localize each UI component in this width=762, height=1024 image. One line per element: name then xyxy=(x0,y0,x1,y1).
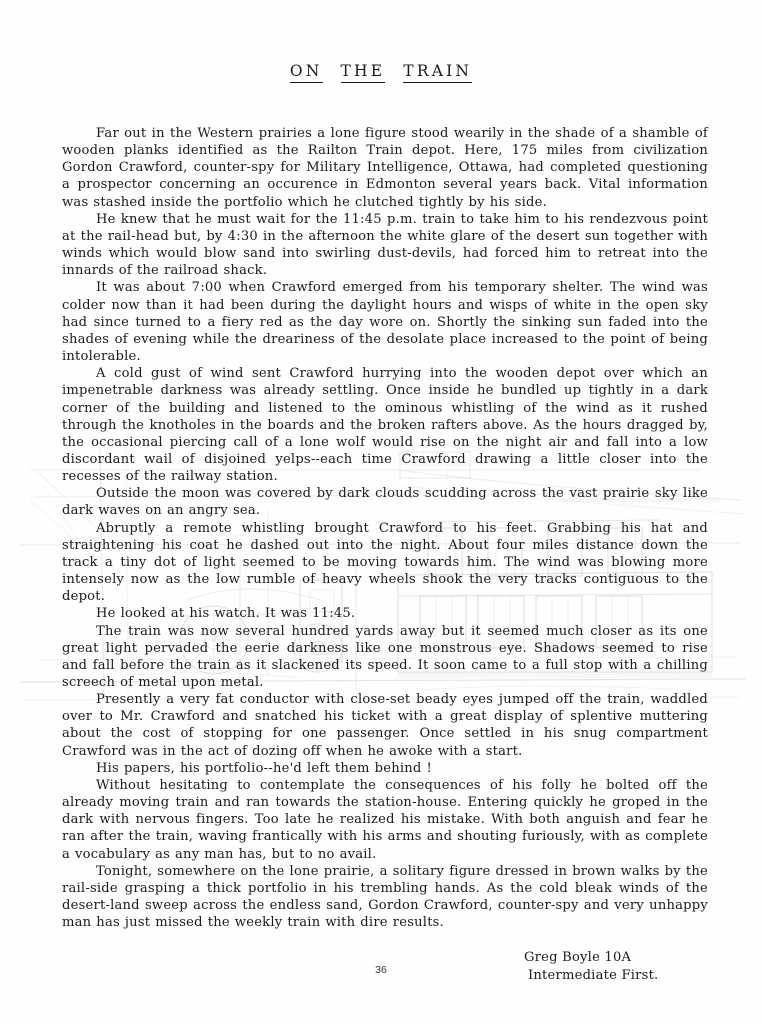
paragraph: He looked at his watch. It was 11:45. xyxy=(96,606,356,622)
signature-class: Intermediate First. xyxy=(528,967,659,983)
title-word-2: THE xyxy=(341,62,386,83)
title-word-3: TRAIN xyxy=(403,62,472,83)
paragraph: The train was now several hundred yards away but it seemed much closer as its one great light pervaded the eerie darkness like one monstrous eye. Shadows seemed to rise and fall before the train as it slackened its speed. It soon came to a full stop with a chilling screech of metal upon metal. xyxy=(62,623,708,690)
paragraph: Presently a very fat conductor with close-set beady eyes jumped off the train, waddled over to Mr. Crawford and snatched his ticket with a great display of splentive muttering about the cost of stopping for one passenger. Once settled in his snug compartment Crawford was in the act of dozing off when he awoke with a start. xyxy=(62,692,708,759)
paragraph: Without hesitating to contemplate the consequences of his folly he bolted off the already moving train and ran towards the station-house. Entering quickly he groped in the dark with nervous fingers. Too late he realized his mistake. With both anguish and fear he ran after the train, waving frantically with his arms and shouting furiously, with as complete a vocabulary as any man has, but to no avail. xyxy=(62,777,708,862)
story-body xyxy=(0,83,762,984)
title-word-1: ON xyxy=(290,62,323,83)
paragraph: Tonight, somewhere on the lone prairie, a solitary figure dressed in brown walks by the rail-side grasping a thick portfolio in his trembling hands. As the cold bleak winds of the desert-land sweep across the endless sand, Gordon Crawford, counter-spy and very unhappy man has just missed the weekly train with dire results. xyxy=(62,863,708,931)
paragraph: Far out in the Western prairies a lone figure stood wearily in the shade of a shamble of wooden planks identified as the Railton Train depot. Here, 175 miles from civilization Gordon Crawford, counter-spy for Military Intelligence, Ottawa, had completed questioning a prospector concerning an occurence in Edmonton several years back. Vital information was stashed inside the portfolio which he clutched tightly by his side. xyxy=(62,126,708,210)
paragraph: His papers, his portfolio--he'd left them behind ! xyxy=(96,760,432,776)
paragraph: Abruptly a remote whistling brought Crawford to his feet. Grabbing his hat and straightening his coat he dashed out into the night. About four miles distance down the track a tiny dot of light seemed to be moving towards him. The wind was blowing more intensely now as the low rumble of heavy wheels shook the very tracks contiguous to the depot. xyxy=(62,520,708,605)
paragraph: He knew that he must wait for the 11:45 p.m. train to take him to his rendezvous point at the rail-head but, by 4:30 in the afternoon the white glare of the desert sun together with winds which would blow sand into swirling dust-devils, had forced him to retreat into the innards of the railroad shack. xyxy=(62,211,708,279)
paragraph: Outside the moon was covered by dark clouds scudding across the vast prairie sky like dark waves on an angry sea. xyxy=(62,486,708,519)
paragraph: A cold gust of wind sent Crawford hurrying into the wooden depot over which an impenetrable darkness was already settling. Once inside he bundled up tightly in a dark corner of the building and listened to the ominous whistling of the wind as it rushed through the knotholes in the boards and the broken rafters above. As the hours dragged by, the occasional piercing call of a lone wolf would rise on the night air and fall into a low discordant wail of disjoined yelps--each time Crawford drawing a little closer into the recesses of the railway station. xyxy=(62,366,708,485)
paragraph: It was about 7:00 when Crawford emerged from his temporary shelter. The wind was colder now than it had been during the daylight hours and wisps of white in the open sky had since turned to a fiery red as the day wore on. Shortly the sinking sun faded into the shades of evening while the dreariness of the desolate place increased to the point of being intolerable. xyxy=(62,280,708,365)
page-title xyxy=(0,0,762,83)
page-number: 36 xyxy=(375,964,387,976)
signature-author: Greg Boyle 10A xyxy=(524,950,632,966)
